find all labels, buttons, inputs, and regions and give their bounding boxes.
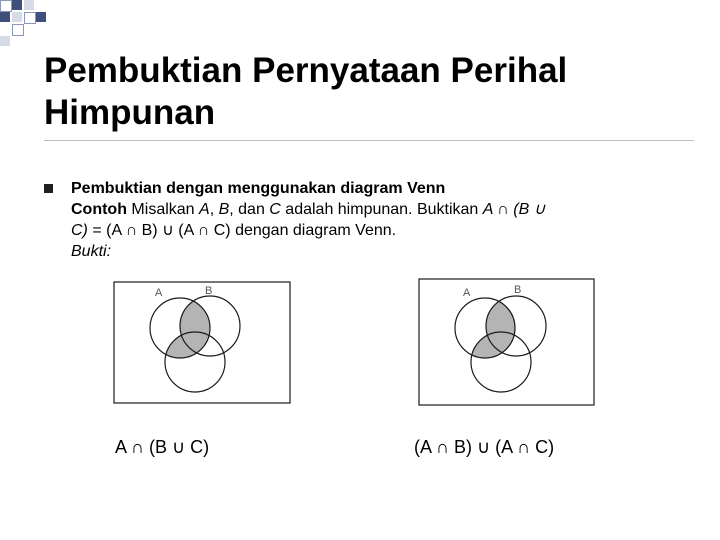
expression-c: C) xyxy=(71,222,88,239)
example-text: Misalkan xyxy=(126,201,200,218)
bullet-square-icon xyxy=(44,184,53,193)
title-divider xyxy=(44,140,694,141)
venn-label-a: A xyxy=(155,287,163,299)
slide-title xyxy=(44,50,694,134)
decor-square xyxy=(24,12,36,24)
example-line-2-rest: = (A ∩ B) ∪ (A ∩ C) dengan diagram Venn. xyxy=(87,222,397,239)
decor-square xyxy=(12,12,22,22)
venn-label-b: B xyxy=(205,285,213,297)
set-a-name: A xyxy=(199,201,210,218)
decor-square xyxy=(24,0,34,10)
example-text-2: adalah himpunan. Buktikan xyxy=(280,201,483,218)
comma: , xyxy=(209,201,219,218)
venn-label-b: B xyxy=(514,284,522,296)
title-line-1: Pembuktian Pernyataan Perihal xyxy=(44,51,568,90)
bullet-heading: Pembuktian dengan menggunakan diagram Venn xyxy=(71,180,446,197)
example-line-1 xyxy=(71,199,711,220)
proof-label: Bukti: xyxy=(71,243,112,260)
and-text: , dan xyxy=(229,201,270,218)
bullet-content xyxy=(71,178,711,262)
venn-label-a: A xyxy=(463,287,471,299)
set-c-name: C xyxy=(269,201,281,218)
title-line-2: Himpunan xyxy=(44,93,216,132)
decor-square xyxy=(0,0,12,12)
caption-right: (A ∩ B) ∪ (A ∩ C) xyxy=(414,437,555,457)
example-line-2 xyxy=(71,220,711,241)
expression-start: A ∩ (B ∪ xyxy=(482,201,546,218)
caption-left: A ∩ (B ∪ C) xyxy=(115,437,210,457)
decor-square xyxy=(0,12,10,22)
example-label: Contoh xyxy=(71,201,127,218)
venn-diagram-left xyxy=(113,281,293,406)
decor-square xyxy=(12,24,24,36)
decor-square xyxy=(12,0,22,10)
set-b-name: B xyxy=(218,201,230,218)
decor-square xyxy=(0,36,10,46)
venn-diagram-right xyxy=(418,278,598,408)
decor-square xyxy=(36,12,46,22)
